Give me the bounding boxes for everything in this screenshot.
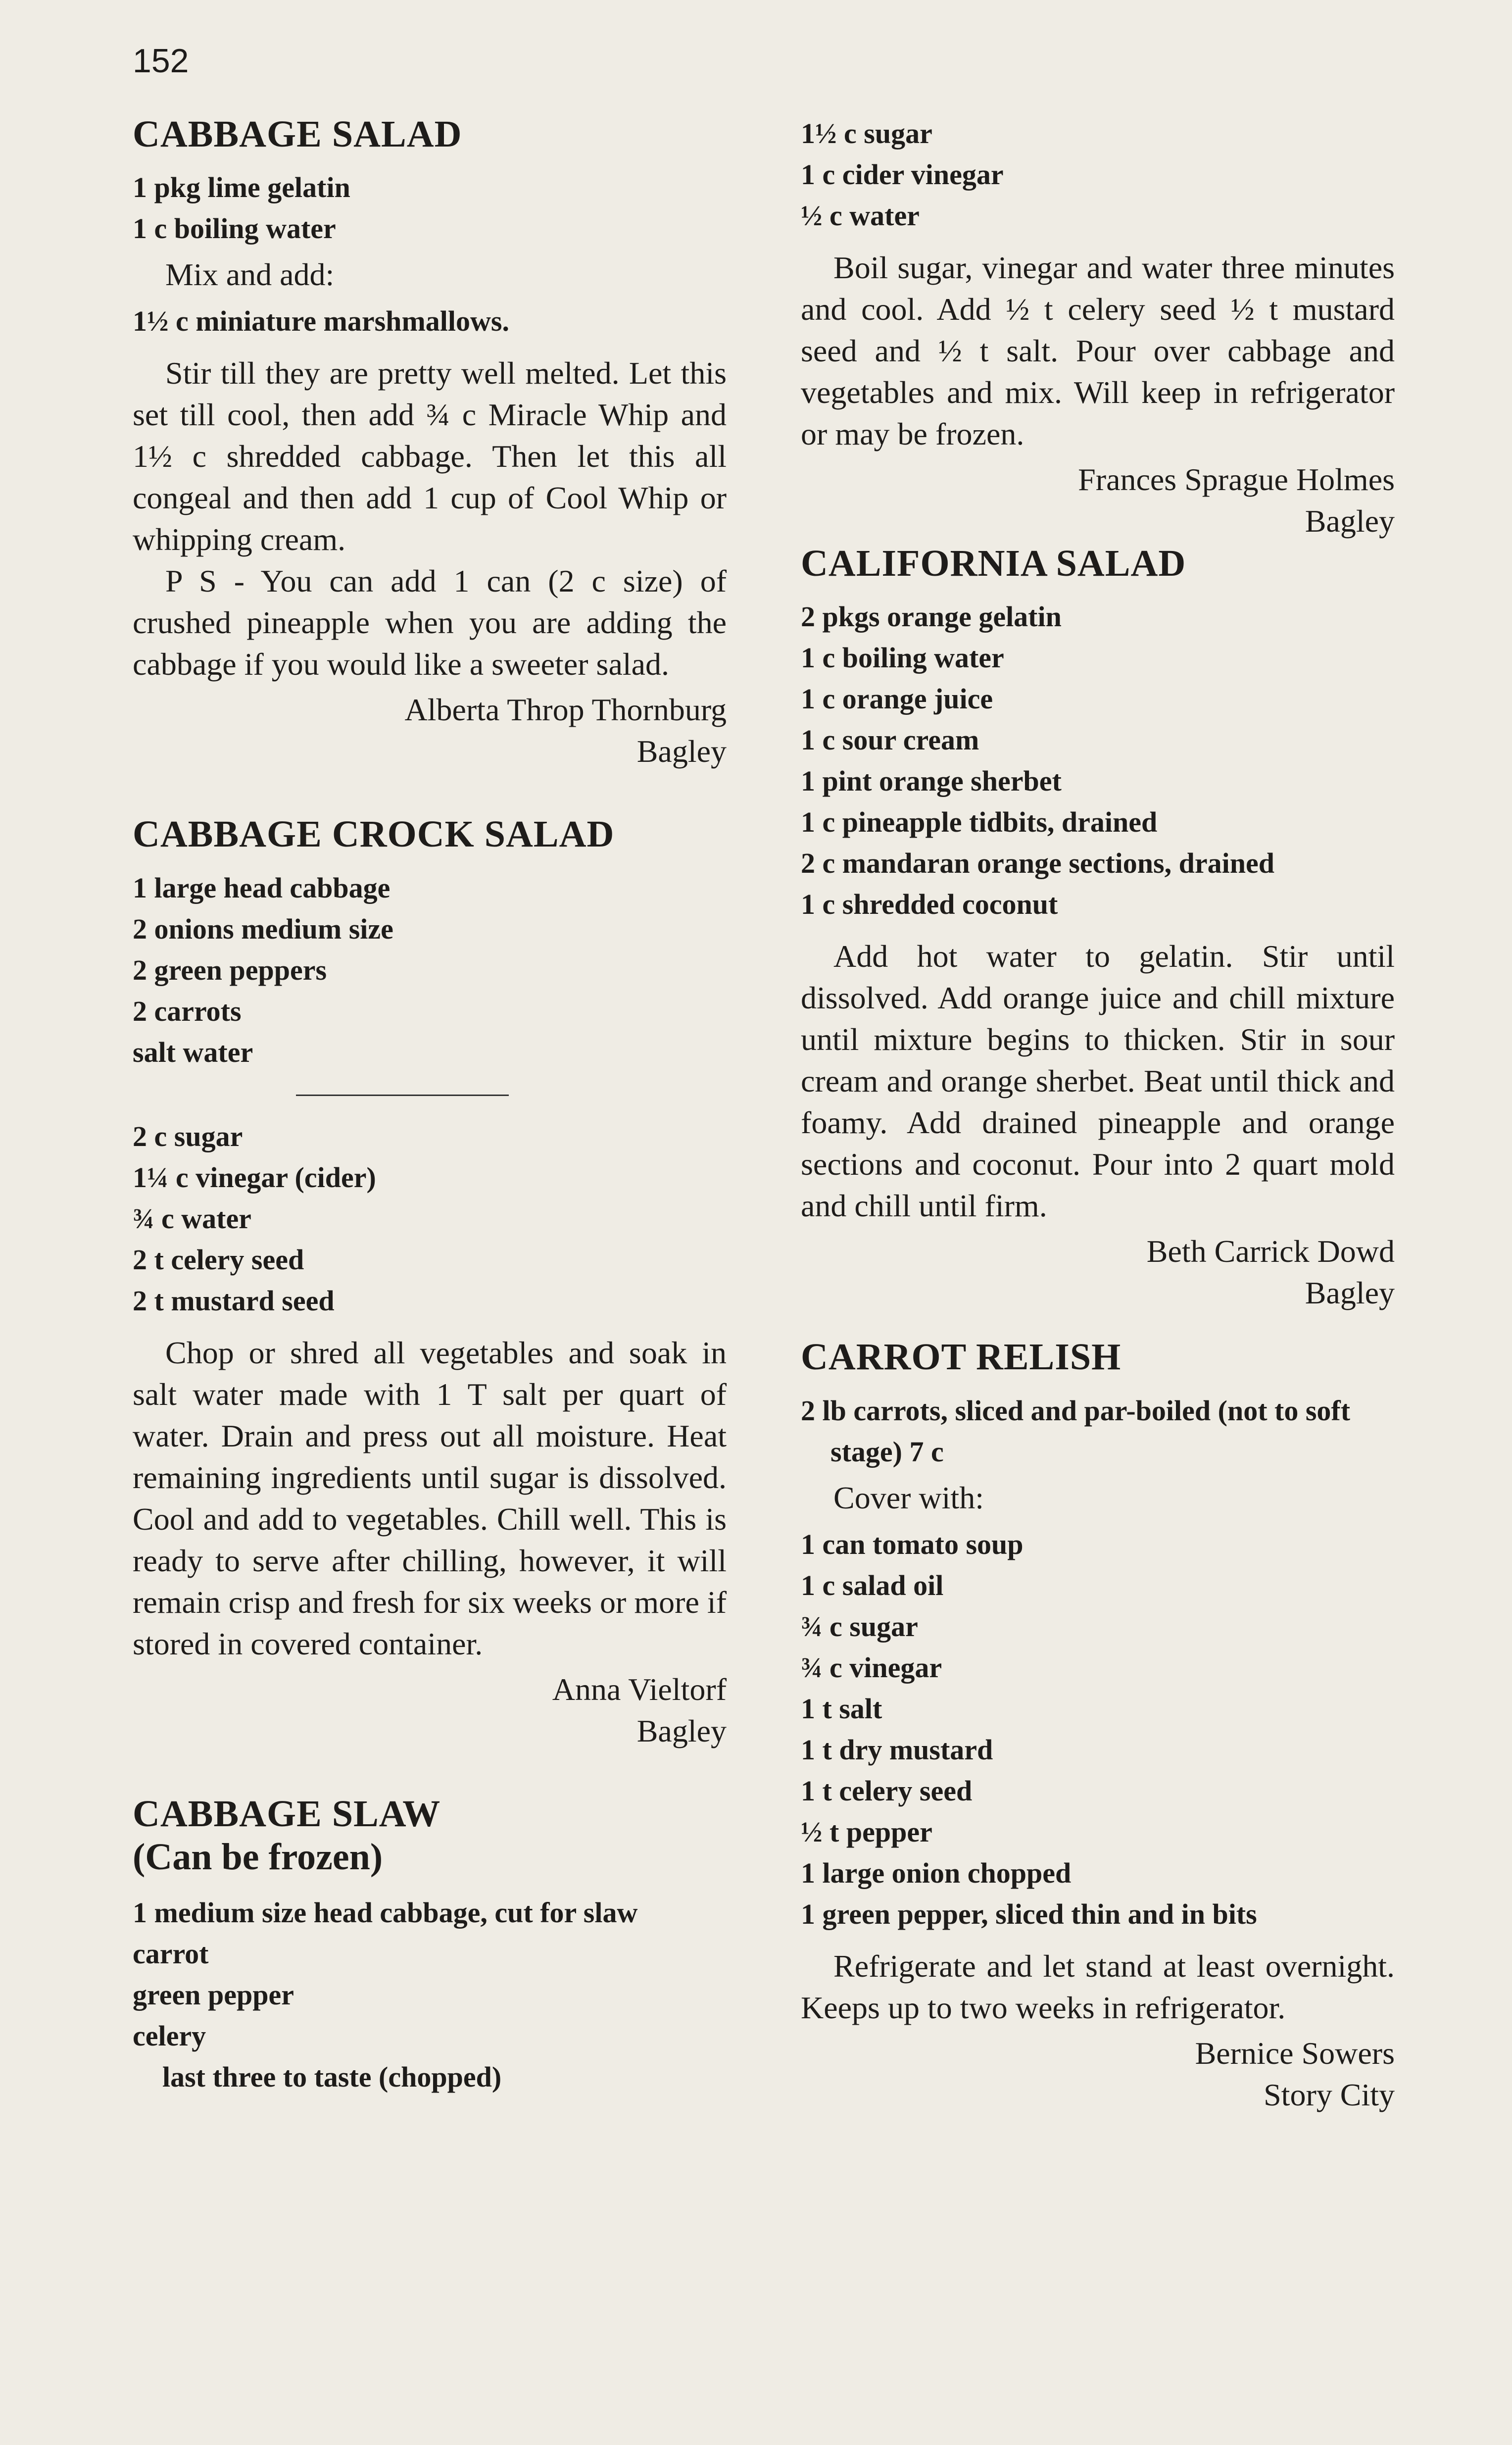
ingredient: 1 c shredded coconut	[801, 888, 1058, 921]
ingredient: 2 carrots	[133, 995, 242, 1027]
recipe-instructions: Boil sugar, vinegar and water three minutes and cool. Add ½ t celery seed ½ t mustard seed and ½ t salt. Pour over cabbage and vegetables and mix. Will keep in refrigerator or may be frozen.	[801, 250, 1395, 451]
ingredient: 1 t dry mustard	[801, 1733, 993, 1766]
ingredient: salt water	[133, 1036, 253, 1068]
ingredient-list	[133, 1892, 727, 2097]
recipe-instructions: Chop or shred all vegetables and soak in salt water made with 1 T salt per quart of water. Drain and press out all moisture. Heat remaining ingredients until sugar is dissolved. Cool and add to vegetables. Chill well. This is ready to serve after chilling, however, it will remain crisp and fresh for six weeks or more if stored in covered container.	[133, 1335, 727, 1661]
recipe-signature	[801, 459, 1395, 542]
ingredient: 1 c boiling water	[133, 212, 336, 245]
recipe-signature	[133, 689, 727, 772]
right-column	[801, 113, 1395, 2116]
recipe-title: CALIFORNIA SALAD	[801, 543, 1186, 584]
ingredient: celery	[133, 2019, 206, 2052]
ingredient: 1 green pepper, sliced thin and in bits	[801, 1897, 1257, 1930]
ingredient: last three to taste (chopped)	[162, 2060, 502, 2093]
recipe-title: CARROT RELISH	[801, 1336, 1122, 1378]
ingredient: 1½ c sugar	[801, 117, 932, 150]
ingredient: carrot	[133, 1937, 209, 1970]
page-number: 152	[133, 42, 189, 80]
author-town: Bagley	[1305, 503, 1395, 539]
ingredient-list	[801, 1390, 1395, 1472]
ingredient: 1 large onion chopped	[801, 1856, 1072, 1889]
ingredient-list	[801, 1524, 1395, 1935]
ingredient: 2 c sugar	[133, 1120, 243, 1152]
ingredient: 1 pkg lime gelatin	[133, 171, 350, 204]
recipe-cabbage-salad	[133, 113, 727, 772]
ingredient: 2 pkgs orange gelatin	[801, 600, 1062, 633]
left-column	[133, 113, 727, 2097]
ingredient-list	[133, 867, 727, 1073]
recipe-instructions: Stir till they are pretty well melted. Let this set till cool, then add ¾ c Miracle Whip and 1½ c shredded cabbage. Then let this all congeal and then add 1 cup of Cool Whip or whipping cream.	[133, 355, 727, 557]
author-name: Frances Sprague Holmes	[1078, 462, 1395, 497]
ingredient: 1¼ c vinegar (cider)	[133, 1161, 376, 1194]
ingredient: 1 t celery seed	[801, 1774, 973, 1807]
ingredient: 1 large head cabbage	[133, 871, 390, 904]
author-town: Bagley	[636, 734, 727, 769]
author-town: Story City	[1264, 2077, 1395, 2112]
recipe-signature	[133, 1669, 727, 1752]
ingredient: ¾ c sugar	[801, 1610, 918, 1643]
ingredient: 2 onions medium size	[133, 912, 393, 945]
ingredient: 1 c salad oil	[801, 1569, 944, 1601]
ingredient: ¾ c vinegar	[801, 1651, 942, 1684]
recipe-california-salad	[801, 542, 1395, 1314]
recipe-cabbage-slaw	[133, 1793, 727, 2097]
ingredient: 2 t mustard seed	[133, 1284, 335, 1317]
author-town: Bagley	[1305, 1275, 1395, 1311]
ingredient-list	[133, 1116, 727, 1321]
ingredient: 1 c sour cream	[801, 724, 979, 756]
ingredient: 1 t salt	[801, 1692, 882, 1725]
author-name: Anna Vieltorf	[552, 1671, 727, 1707]
author-name: Beth Carrick Dowd	[1146, 1234, 1395, 1269]
ingredient: ¾ c water	[133, 1202, 251, 1235]
recipe-cabbage-crock-salad	[133, 813, 727, 1751]
recipe-tip: P S - You can add 1 can (2 c size) of crushed pineapple when you are adding the cabbage if you would like a sweeter salad.	[133, 563, 727, 682]
ingredient: 1 c orange juice	[801, 683, 993, 715]
ingredient: 1 c pineapple tidbits, drained	[801, 806, 1158, 839]
ingredient-list	[801, 596, 1395, 925]
ingredient-list	[801, 113, 1395, 236]
ingredient-list	[133, 300, 727, 342]
ingredient: 1 pint orange sherbet	[801, 765, 1062, 798]
recipe-instructions: Refrigerate and let stand at least overnight. Keeps up to two weeks in refrigerator.	[801, 1948, 1395, 2025]
section-divider	[296, 1095, 509, 1096]
recipe-note: Mix and add:	[165, 257, 335, 293]
ingredient: 1 medium size head cabbage, cut for slaw	[133, 1896, 638, 1929]
recipe-signature	[801, 1231, 1395, 1314]
ingredient: 1½ c miniature marshmallows.	[133, 305, 509, 338]
ingredient: 2 c mandaran orange sections, drained	[801, 847, 1274, 880]
recipe-signature	[801, 2033, 1395, 2116]
recipe-subtitle: (Can be frozen)	[133, 1836, 383, 1878]
recipe-title: CABBAGE SALAD	[133, 113, 462, 155]
recipe-title: CABBAGE CROCK SALAD	[133, 813, 615, 855]
recipe-title: CABBAGE SLAW	[133, 1793, 441, 1835]
recipe-carrot-relish	[801, 1336, 1395, 2115]
ingredient: 2 t celery seed	[133, 1243, 304, 1276]
ingredient: 1 c boiling water	[801, 642, 1004, 674]
ingredient: green pepper	[133, 1978, 294, 2011]
recipe-instructions: Add hot water to gelatin. Stir until dissolved. Add orange juice and chill mixture until mixture begins to thicken. Stir in sour cream and orange sherbet. Beat until thick and foamy. Add drained pineapple and orange sections and coconut. Pour into 2 quart mold and chill until firm.	[801, 939, 1395, 1224]
author-town: Bagley	[636, 1713, 727, 1748]
ingredient: 2 lb carrots, sliced and par-boiled (not to soft stage) 7 c	[801, 1394, 1351, 1468]
recipe-note: Cover with:	[833, 1480, 984, 1515]
ingredient: ½ t pepper	[801, 1815, 932, 1848]
ingredient-list	[133, 167, 727, 249]
author-name: Alberta Throp Thornburg	[404, 692, 727, 728]
author-name: Bernice Sowers	[1195, 2035, 1395, 2071]
ingredient: 1 c cider vinegar	[801, 158, 1004, 191]
ingredient: ½ c water	[801, 200, 920, 232]
ingredient: 1 can tomato soup	[801, 1528, 1024, 1560]
recipe-cabbage-slaw-continued	[801, 113, 1395, 542]
ingredient: 2 green peppers	[133, 953, 327, 986]
